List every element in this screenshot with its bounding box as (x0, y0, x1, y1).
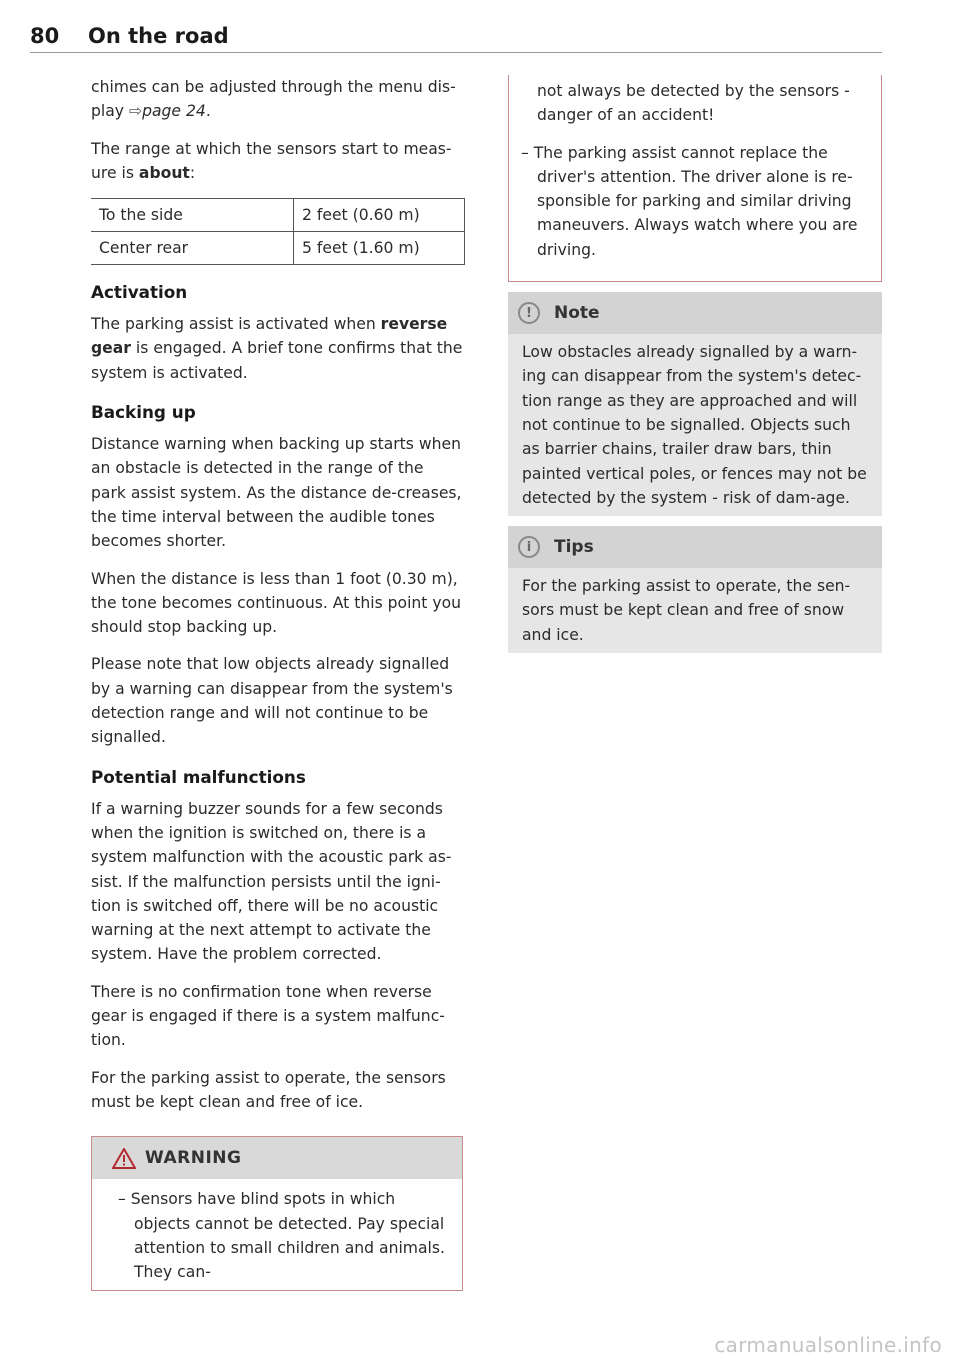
table-cell-value: 2 feet (0.60 m) (294, 199, 465, 232)
paragraph-activation (91, 312, 463, 385)
warning-body (92, 1179, 462, 1290)
warning-continuation (508, 75, 882, 282)
heading-backing-up: Backing up (91, 402, 196, 423)
footer-watermark[interactable]: carmanualsonline.info (714, 1333, 942, 1357)
chimes-end: . (205, 102, 211, 121)
note-body (508, 334, 882, 516)
table-cell-value: 5 feet (1.60 m) (294, 232, 465, 265)
paragraph-range (91, 137, 463, 186)
page-ref-arrow-icon: ⇨ (128, 102, 143, 121)
paragraph-buzzer: If a warning buzzer sounds for a few seconds when the ignition is switched on, there is a system malfunction with the acoustic park as-sist. If the malfunction persists until the igni-tion is switched off, there will be no acoustic warning at the next attempt to activate the system. Have the problem corrected. (91, 799, 452, 964)
warning-item-attention: – The parking assist cannot replace the driver's attention. The driver alone is re-sponsible for parking and similar driving maneuvers. Always watch where you are driving. (521, 143, 858, 259)
paragraph-low-objects: Please note that low objects already signalled by a warning can disappear from the system's detection range and will not continue to be signalled. (91, 655, 453, 747)
note-title: Note (554, 303, 600, 324)
warning-continuation-text: not always be detected by the sensors - danger of an accident! (537, 82, 850, 125)
range-text: The range at which the sensors start to meas-ure is (91, 139, 452, 182)
chimes-text: chimes can be adjusted through the menu dis-play (91, 78, 456, 121)
page-number: 80 (30, 24, 60, 48)
activation-bold: reverse gear (91, 315, 448, 358)
table-cell-label: To the side (91, 199, 294, 232)
tips-box (508, 526, 882, 653)
right-column (508, 75, 882, 653)
tips-text: For the parking assist to operate, the sen-sors must be kept clean and free of snow and ice. (522, 577, 851, 644)
sensor-range-table (91, 198, 465, 265)
table-row (91, 199, 465, 232)
tips-header (508, 526, 882, 568)
table-row (91, 232, 465, 265)
activation-text-a: The parking assist is activated when (91, 315, 381, 334)
warning-header (92, 1137, 462, 1179)
page-header (30, 22, 882, 53)
exclamation-circle-icon: ! (518, 302, 540, 324)
heading-potential-malfunctions: Potential malfunctions (91, 766, 306, 787)
warning-item-blind-spots: – Sensors have blind spots in which objects cannot be detected. Pay special attention to small children and animals. They can- (118, 1190, 445, 1282)
note-box (508, 292, 882, 516)
tips-body (508, 568, 882, 653)
page-reference-link[interactable]: page 24 (142, 102, 206, 121)
paragraph-sensors-clean: For the parking assist to operate, the sensors must be kept clean and free of ice. (91, 1068, 446, 1111)
heading-activation: Activation (91, 282, 188, 303)
left-column (91, 75, 463, 1291)
tips-title: Tips (554, 537, 594, 558)
info-circle-icon: i (518, 536, 540, 558)
warning-title: WARNING (145, 1148, 242, 1169)
warning-box (91, 1136, 463, 1291)
note-text: Low obstacles already signalled by a warn-ing can disappear from the system's detec-tion range as they are approached and will not continue to be signalled. Objects such as barrier chains, trailer draw bars, thin painted vertical poles, or fences may not be detected by the system - risk of dam-age. (522, 343, 867, 507)
paragraph-chimes (91, 75, 463, 124)
warning-triangle-icon (112, 1148, 136, 1169)
paragraph-no-confirmation: There is no confirmation tone when reverse gear is engaged if there is a system malfunc-tion. (91, 982, 445, 1050)
table-cell-label: Center rear (91, 232, 294, 265)
paragraph-distance-warning: Distance warning when backing up starts when an obstacle is detected in the range of the park assist system. As the distance de-creases, the time interval between the audible tones becomes shorter. (91, 435, 462, 551)
paragraph-continuous-tone: When the distance is less than 1 foot (0.30 m), the tone becomes continuous. At this point you should stop backing up. (91, 569, 462, 637)
range-end: : (189, 163, 196, 182)
note-header (508, 292, 882, 334)
range-bold: about (138, 163, 190, 182)
activation-text-b: is engaged. A brief tone confirms that the system is activated. (91, 339, 463, 382)
section-title: On the road (88, 24, 229, 48)
